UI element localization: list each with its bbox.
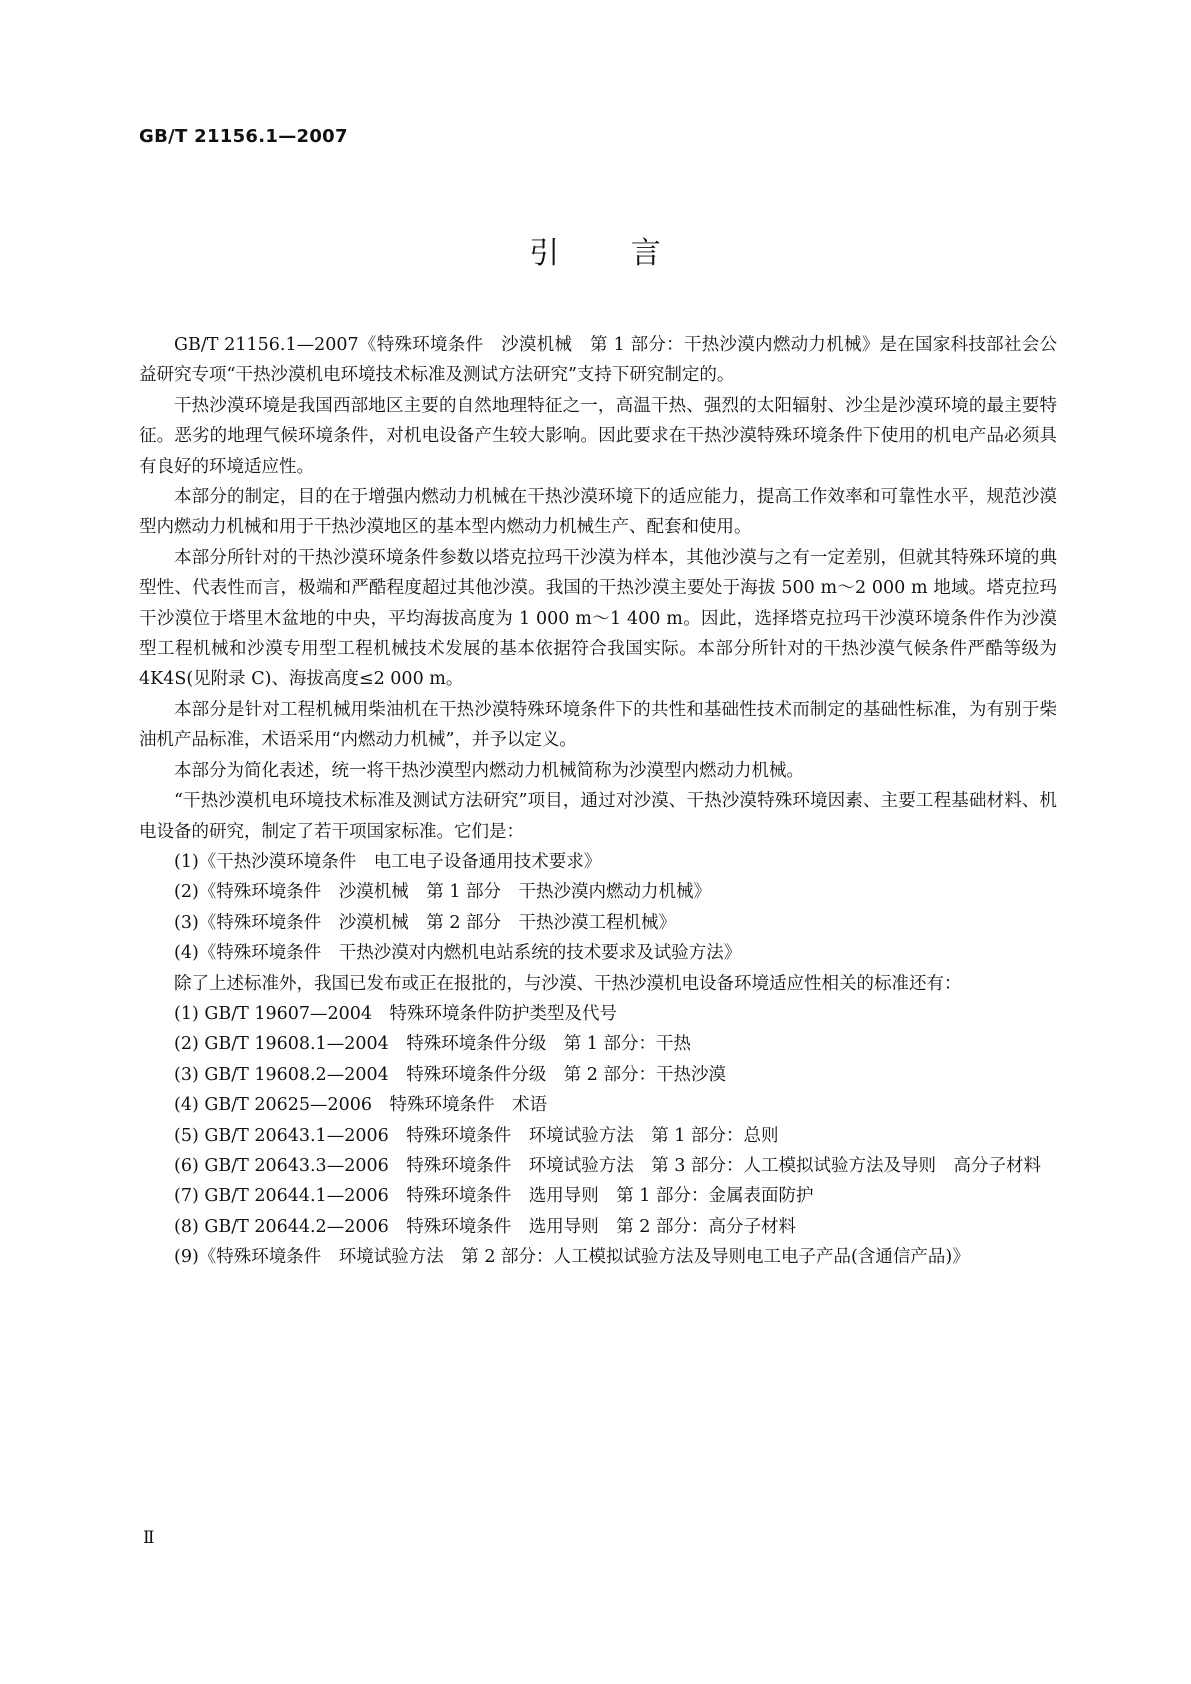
page-title: 引 言: [529, 236, 662, 271]
related-standard-item: (6) GB/T 20643.3—2006 特殊环境条件 环境试验方法 第 3 部分：人工模拟试验方法及导则 高分子材料: [174, 1155, 1041, 1176]
project-standard-item: (4)《特殊环境条件 干热沙漠对内燃机电站系统的技术要求及试验方法》: [174, 943, 742, 964]
related-standard-item: (4) GB/T 20625—2006 特殊环境条件 术语: [174, 1095, 548, 1116]
related-standard-item: (7) GB/T 20644.1—2006 特殊环境条件 选用导则 第 1 部分：金属表面防护: [174, 1186, 814, 1207]
paragraph: “干热沙漠机电环境技术标准及测试方法研究”项目，通过对沙漠、干热沙漠特殊环境因素、主要工程基础材料、机电设备的研究，制定了若干项国家标准。它们是：: [139, 791, 1057, 842]
project-standard-item: (1)《干热沙漠环境条件 电工电子设备通用技术要求》: [174, 851, 602, 872]
project-standard-item: (2)《特殊环境条件 沙漠机械 第 1 部分 干热沙漠内燃动力机械》: [174, 882, 712, 903]
paragraph: 本部分的制定，目的在于增强内燃动力机械在干热沙漠环境下的适应能力，提高工作效率和可靠性水平，规范沙漠型内燃动力机械和用于干热沙漠地区的基本型内燃动力机械生产、配套和使用。: [139, 487, 1057, 538]
related-standard-item: (9)《特殊环境条件 环境试验方法 第 2 部分：人工模拟试验方法及导则电工电子产品(含通信产品)》: [174, 1247, 970, 1268]
paragraph: 干热沙漠环境是我国西部地区主要的自然地理特征之一，高温干热、强烈的太阳辐射、沙尘是沙漠环境的最主要特征。恶劣的地理气候环境条件，对机电设备产生较大影响。因此要求在干热沙漠特殊环境条件下使用的机电产品必须具有良好的环境适应性。: [139, 395, 1057, 477]
project-standard-item: (3)《特殊环境条件 沙漠机械 第 2 部分 干热沙漠工程机械》: [174, 912, 677, 933]
related-standard-item: (5) GB/T 20643.1—2006 特殊环境条件 环境试验方法 第 1 部分：总则: [174, 1125, 779, 1146]
related-standard-item: (3) GB/T 19608.2—2004 特殊环境条件分级 第 2 部分：干热沙漠: [174, 1064, 726, 1085]
standard-code-header: GB/T 21156.1—2007: [139, 126, 348, 147]
related-standard-item: (8) GB/T 20644.2—2006 特殊环境条件 选用导则 第 2 部分：高分子材料: [174, 1216, 796, 1237]
introduction-body: [139, 330, 1057, 1273]
related-standard-item: (2) GB/T 19608.1—2004 特殊环境条件分级 第 1 部分：干热: [174, 1034, 691, 1055]
page-number: Ⅱ: [143, 1528, 155, 1548]
paragraph: 本部分为简化表述，统一将干热沙漠型内燃动力机械简称为沙漠型内燃动力机械。: [174, 760, 804, 781]
paragraph: 本部分是针对工程机械用柴油机在干热沙漠特殊环境条件下的共性和基础性技术而制定的基础性标准，为有别于柴油机产品标准，术语采用“内燃动力机械”，并予以定义。: [139, 699, 1057, 751]
paragraph: 本部分所针对的干热沙漠环境条件参数以塔克拉玛干沙漠为样本，其他沙漠与之有一定差别，但就其特殊环境的典型性、代表性而言，极端和严酷程度超过其他沙漠。我国的干热沙漠主要处于海拔 500 m～2 000 m 地域。塔克拉玛干沙漠位于塔里木盆地的中央，平均海拔高度为 1 000 m～1 400 m。因此，选择塔克拉玛干沙漠环境条件作为沙漠型工程机械和沙漠专用型工程机械技术发展的基本依据符合我国实际。本部分所针对的干热沙漠气候条件严酷等级为 4K4S(见附录 C)、海拔高度≤2 000 m。: [139, 547, 1057, 690]
paragraph: GB/T 21156.1—2007《特殊环境条件 沙漠机械 第 1 部分：干热沙漠内燃动力机械》是在国家科技部社会公益研究专项“干热沙漠机电环境技术标准及测试方法研究”支持下研究制定的。: [139, 335, 1057, 386]
related-standard-item: (1) GB/T 19607—2004 特殊环境条件防护类型及代号: [174, 1003, 618, 1024]
related-standards-intro: 除了上述标准外，我国已发布或正在报批的，与沙漠、干热沙漠机电设备环境适应性相关的标准还有：: [174, 973, 962, 994]
